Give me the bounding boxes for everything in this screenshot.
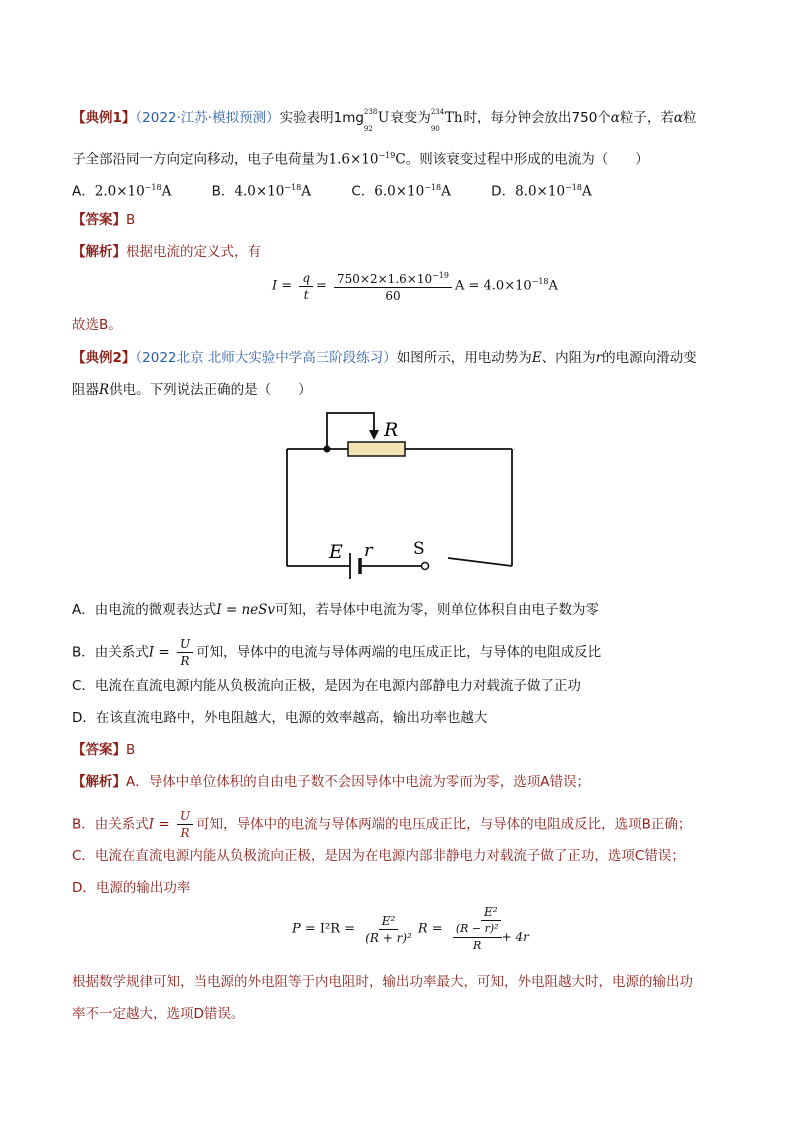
example2-option-b-text-a: 由关系式 xyxy=(94,644,149,661)
example2-text-line2b: 供电。下列说法正确的是（ ） xyxy=(109,382,312,398)
example2-final-line2: 率不一定越大，选项D错误。 xyxy=(72,1006,245,1022)
analysis-ohm-law-u: U xyxy=(177,808,193,825)
example1-analysis xyxy=(72,242,261,262)
example2-text-c: 的电源向滑动变 xyxy=(602,350,697,366)
ohm-law-r: R xyxy=(180,654,190,668)
example1-analysis-text: 根据电流的定义式，有 xyxy=(126,244,261,260)
example2-answer-value: B xyxy=(126,742,136,758)
example1-text-d: 粒子，若 xyxy=(619,110,674,126)
example1-question-line2 xyxy=(72,146,649,170)
example1-text-line2b: 。则该衰变过程中形成的电流为（ ） xyxy=(405,151,649,168)
example2-option-a-text-a: 由电流的微观表达式 xyxy=(94,602,217,618)
example2-analysis-a-text: A．导体中单位体积的自由电子数不会因导体中电流为零而为零，选项A错误； xyxy=(126,774,590,790)
option-d-label: D． xyxy=(491,183,516,200)
example1-options xyxy=(72,178,628,202)
option-a-unit: A xyxy=(161,183,172,200)
rheostat-symbol: R xyxy=(99,382,110,398)
electron-charge-unit: C xyxy=(395,151,406,168)
option-a[interactable] xyxy=(72,178,171,202)
option-a-value: 2.0×10 xyxy=(94,183,145,200)
power-inner-numerator: (R − r)² xyxy=(453,921,502,938)
formula-q-over-t xyxy=(299,270,313,303)
u-mass-number: 238 xyxy=(363,108,378,116)
example2-analysis-b-text-b: 可知，导体中的电流与导体两端的电压成正比，与导体的电阻成反比，选项B正确； xyxy=(196,816,692,833)
power-r-equals: R = xyxy=(417,921,443,937)
th-mass-number: 234 xyxy=(430,108,445,116)
analysis-ohm-law-r: R xyxy=(180,826,190,840)
switch-contact xyxy=(422,563,429,570)
example1-text-a: 实验表明1mg xyxy=(279,110,364,126)
th-atomic-number: 90 xyxy=(430,125,440,133)
example2-option-b-label: B． xyxy=(72,644,95,661)
example1-conclusion: 故选B。 xyxy=(72,317,122,333)
power-fraction-2-denominator xyxy=(450,921,532,954)
option-c-value: 6.0×10 xyxy=(374,183,425,200)
example2-question-line1 xyxy=(72,348,697,368)
option-a-label: A． xyxy=(72,183,95,200)
example2-option-b[interactable]: B．由关系式I = $\frac{U}{R}$ 可知，导体中的电流与导体两端的电压成正比，与导体的电阻成反比 xyxy=(72,637,602,668)
example2-answer xyxy=(72,740,135,760)
example2-analysis-b: B．由关系式I = $\frac{U}{R}$ 可知，导体中的电流与导体两端的电压成正比，与导体的电阻成反比，选项B正确； xyxy=(72,809,692,840)
circuit-label-r-big: R xyxy=(384,419,399,441)
micro-current-formula: I = neSv xyxy=(216,602,276,618)
example1-text-line2a: 子全部沿同一方向定向移动，电子电荷量为 xyxy=(72,151,329,168)
example2-question-line2 xyxy=(72,380,312,400)
example2-text-line2a: 阻器 xyxy=(72,382,99,398)
formula-t: t xyxy=(303,287,309,302)
example2-option-b-text-b: 可知，导体中的电流与导体两端的电压成正比，与导体的电阻成反比 xyxy=(196,644,602,661)
formula-result-exponent: −18 xyxy=(531,277,549,287)
example1-analysis-tag: 【解析】 xyxy=(72,244,126,260)
example2-option-a-label: A． xyxy=(72,602,95,618)
option-b-exponent: −18 xyxy=(284,183,302,192)
example2-option-a[interactable] xyxy=(72,600,599,620)
formula-numerator-value: 750×2×1.6×10 xyxy=(337,272,433,286)
formula-numerator xyxy=(334,268,452,288)
example2-option-c[interactable]: C．电流在直流电源内能从负极流向正极，是因为在电源内部静电力对载流子做了正功 xyxy=(72,678,581,694)
option-b-unit: A xyxy=(301,183,312,200)
power-inner-tail: + 4r xyxy=(501,930,529,944)
option-b[interactable] xyxy=(212,178,311,202)
u-atomic-number: 92 xyxy=(363,125,373,133)
example1-current-formula: I = $\frac{q}{t}$ = $\frac{750\times 2\times 1.6\times 10^{-19}}{60}$ $A = 4.0\times 10^{-18}A$ xyxy=(272,268,558,304)
power-expression-1: = I²R = xyxy=(304,921,356,937)
formula-current-symbol: I xyxy=(272,278,278,294)
formula-result: A = 4.0×10 xyxy=(454,278,532,294)
option-c-label: C． xyxy=(351,183,375,200)
alpha-symbol-1: α xyxy=(610,110,620,126)
example1-question-line1 xyxy=(72,108,697,133)
power-fraction-2-numerator: E² xyxy=(481,904,501,921)
analysis-ohm-law-i: I xyxy=(148,816,155,833)
example2-option-a-text-b: 可知，若导体中电流为零，则单位体积自由电子数为零 xyxy=(275,602,600,618)
circuit-label-s: S xyxy=(413,539,425,559)
ohm-law-i: I xyxy=(148,644,155,661)
option-c[interactable] xyxy=(351,178,451,202)
rheostat-resistor xyxy=(348,442,405,456)
example1-answer-value: B xyxy=(126,212,136,228)
example2-analysis-d: D．电源的输出功率 xyxy=(72,880,191,896)
uranium-nuclide xyxy=(363,108,390,133)
alpha-symbol-2: α xyxy=(673,110,684,126)
thorium-nuclide xyxy=(430,108,463,133)
option-d-unit: A xyxy=(581,183,592,200)
option-b-label: B． xyxy=(211,183,235,200)
option-d[interactable] xyxy=(491,178,592,202)
option-c-unit: A xyxy=(441,183,451,200)
electron-charge-exponent: −19 xyxy=(378,151,396,160)
example2-text-a: 如图所示，用电动势为 xyxy=(396,350,532,366)
option-d-exponent: −18 xyxy=(565,183,582,192)
switch-lever xyxy=(448,558,512,566)
analysis-ohm-law-fraction xyxy=(177,808,193,841)
power-symbol: P xyxy=(292,921,301,937)
emf-symbol: E xyxy=(531,350,542,366)
example1-answer-tag: 【答案】 xyxy=(72,212,126,228)
output-power-formula xyxy=(292,904,535,954)
power-fraction-1-numerator: E² xyxy=(379,913,399,930)
slider-arrow-icon xyxy=(369,430,379,440)
u-symbol: U xyxy=(377,110,390,126)
formula-denominator: 60 xyxy=(385,289,401,303)
option-b-value: 4.0×10 xyxy=(234,183,285,200)
power-fraction-1 xyxy=(362,913,415,946)
example1-text-c: 时，每分钟会放出750个 xyxy=(463,110,611,126)
electron-charge-value: 1.6×10 xyxy=(328,151,379,168)
example2-option-d[interactable]: D．在该直流电路中，外电阻越大，电源的效率越高，输出功率也越大 xyxy=(72,710,488,726)
option-c-exponent: −18 xyxy=(424,183,442,192)
ohm-law-fraction xyxy=(177,636,193,669)
power-inner-denominator: R xyxy=(473,939,482,952)
example2-analysis-tag: 【解析】 xyxy=(72,774,126,790)
power-fraction-2 xyxy=(450,904,532,954)
formula-numerator-exponent: −19 xyxy=(432,271,449,280)
formula-numeric-fraction xyxy=(334,268,452,304)
power-inner-fraction xyxy=(453,921,502,954)
option-a-exponent: −18 xyxy=(144,183,162,192)
example2-text-b: 、内阻为 xyxy=(541,350,596,366)
example2-analysis-c: C．电流在直流电源内能从负极流向正极，是因为在电源内部非静电力对载流子做了正功，选项C错误； xyxy=(72,848,685,864)
circuit-diagram xyxy=(270,408,530,588)
example1-tag: 【典例1】 xyxy=(72,110,136,126)
formula-q: q xyxy=(299,270,313,287)
ohm-law-u: U xyxy=(177,636,193,653)
formula-result-unit: A xyxy=(548,278,558,294)
example2-source: （2022北京 北师大实验中学高三阶段练习） xyxy=(135,350,397,366)
example1-text-e: 粒 xyxy=(683,110,697,126)
circuit-label-r-small: r xyxy=(364,540,373,561)
example2-answer-tag: 【答案】 xyxy=(72,742,126,758)
example1-text-b: 衰变为 xyxy=(390,110,431,126)
power-fraction-1-denominator: (R + r)² xyxy=(365,930,412,945)
example2-analysis-b-text-a: B．由关系式 xyxy=(72,816,149,833)
example2-final-line1: 根据数学规律可知，当电源的外电阻等于内电阻时，输出功率最大，可知，外电阻越大时，电源的输出功 xyxy=(72,974,693,990)
example2-tag: 【典例2】 xyxy=(72,350,136,366)
option-d-value: 8.0×10 xyxy=(515,183,566,200)
junction-dot xyxy=(324,446,331,453)
circuit-label-e: E xyxy=(329,541,343,563)
example1-source: （2022·江苏·模拟预测） xyxy=(135,110,280,126)
th-symbol: Th xyxy=(444,110,463,126)
example1-answer xyxy=(72,210,135,230)
example2-analysis-a xyxy=(72,772,590,792)
internal-resistance-symbol: r xyxy=(595,350,603,366)
